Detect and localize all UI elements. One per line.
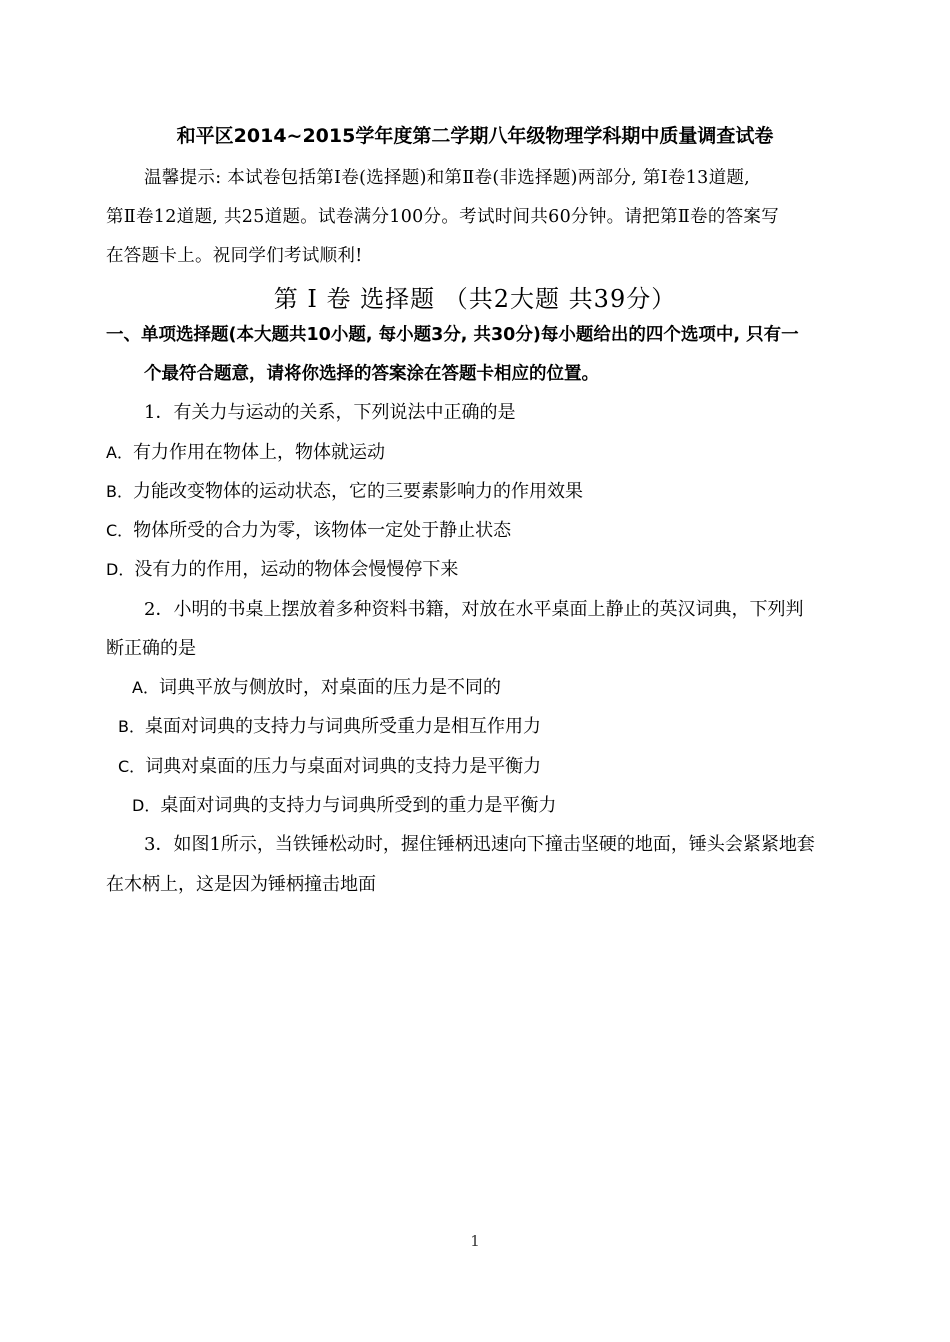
option-letter: B． [118, 717, 145, 736]
notice-line-3: 在答题卡上。祝同学们考试顺利! [106, 246, 363, 266]
question-1-option-a [106, 441, 385, 465]
option-letter: D． [106, 560, 135, 579]
option-letter: A． [106, 443, 133, 462]
option-text: 没有力的作用，运动的物体会慢慢停下来 [134, 559, 459, 580]
option-text: 词典平放与侧放时，对桌面的压力是不同的 [158, 677, 501, 698]
section-heading: 第 Ⅰ 卷 选择题 （共2大题 共39分） [273, 285, 677, 313]
question-2-option-c [118, 755, 541, 779]
notice-line-1: 温馨提示: 本试卷包括第Ⅰ卷(选择题)和第Ⅱ卷(非选择题)两部分, 第Ⅰ卷13道题, [144, 168, 751, 188]
option-text: 词典对桌面的压力与桌面对词典的支持力是平衡力 [145, 756, 542, 777]
option-letter: B． [106, 482, 133, 501]
option-letter: A． [132, 678, 159, 697]
option-text: 桌面对词典的支持力与词典所受到的重力是平衡力 [160, 795, 557, 816]
option-letter: D． [132, 796, 161, 815]
option-text: 物体所受的合力为零，该物体一定处于静止状态 [133, 520, 512, 541]
option-text: 有力作用在物体上，物体就运动 [132, 442, 385, 463]
question-3-stem-line-1: 3．如图1所示，当铁锤松动时，握住锤柄迅速向下撞击坚硬的地面，锤头会紧紧地套 [144, 834, 815, 855]
notice-line-2: 第Ⅱ卷12道题, 共25道题。试卷满分100分。考试时间共60分钟。请把第Ⅱ卷的答案写 [106, 207, 780, 227]
question-2-stem-line-2: 断正确的是 [106, 638, 196, 659]
part-one-instruction-line-1: 一、单项选择题(本大题共10小题, 每小题3分, 共30分)每小题给出的四个选项中, 只有一 [106, 325, 799, 345]
part-one-instruction-line-2: 个最符合题意，请将你选择的答案涂在答题卡相应的位置。 [144, 364, 599, 384]
question-2-option-d [132, 794, 556, 818]
exam-title: 和平区2014~2015学年度第二学期八年级物理学科期中质量调查试卷 [176, 125, 774, 147]
option-text: 力能改变物体的运动状态，它的三要素影响力的作用效果 [132, 481, 583, 502]
question-2-option-a [132, 676, 501, 700]
question-1-stem: 1．有关力与运动的关系，下列说法中正确的是 [144, 402, 516, 423]
question-2-option-b [118, 715, 541, 739]
question-1-option-d [106, 558, 458, 582]
option-letter: C． [106, 521, 134, 540]
question-3-stem-line-2: 在木柄上，这是因为锤柄撞击地面 [106, 874, 376, 895]
question-1-option-b [106, 480, 583, 504]
option-letter: C． [118, 757, 146, 776]
option-text: 桌面对词典的支持力与词典所受重力是相互作用力 [144, 716, 541, 737]
question-2-stem-line-1: 2．小明的书桌上摆放着多种资料书籍，对放在水平桌面上静止的英汉词典，下列判 [144, 599, 804, 620]
page-number: 1 [470, 1232, 480, 1250]
question-1-option-c [106, 519, 511, 543]
